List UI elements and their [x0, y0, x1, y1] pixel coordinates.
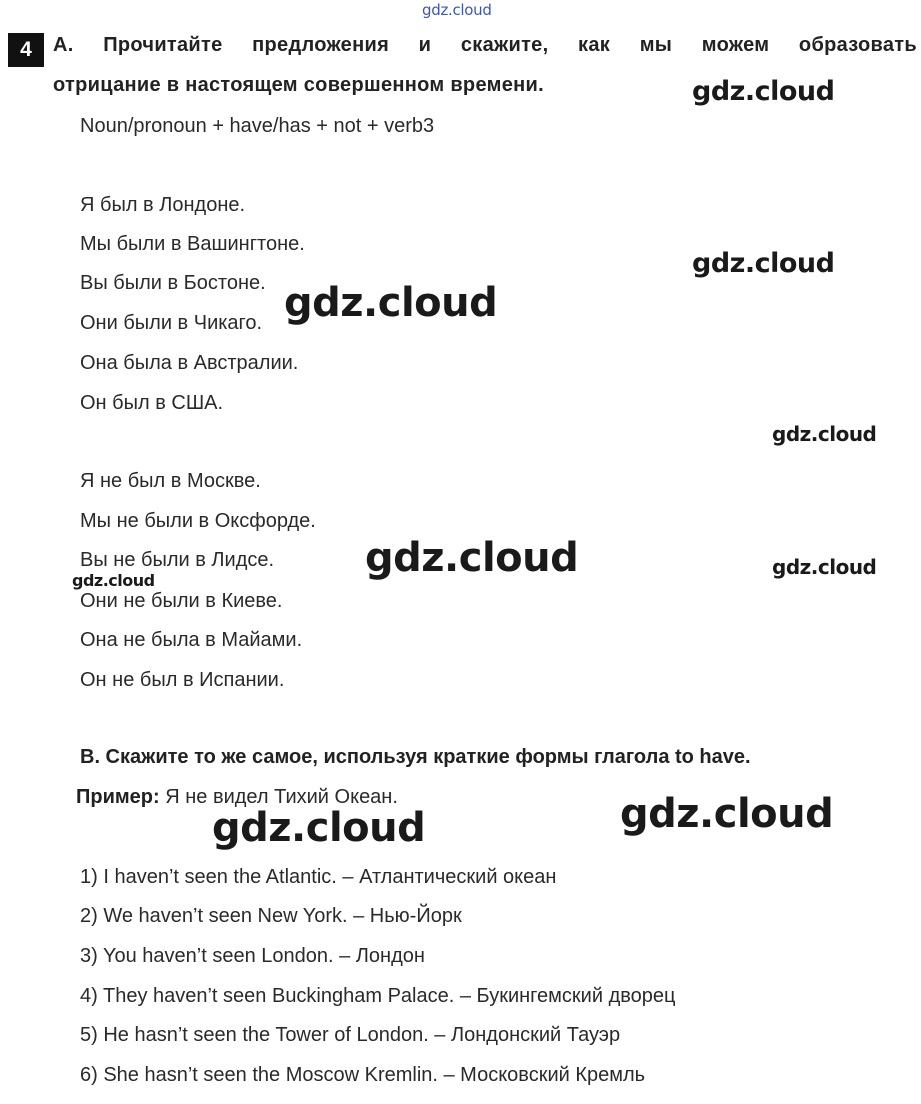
watermark: gdz.cloud [212, 805, 426, 851]
sentence-line: Она была в Австралии. [80, 352, 299, 374]
watermark: gdz.cloud [692, 76, 835, 107]
sentence-line: Мы были в Вашингтоне. [80, 233, 305, 255]
answer-line: 1) I haven’t seen the Atlantic. – Атлантический океан [80, 866, 557, 888]
part-a-heading-line1: A. Прочитайте предложения и скажите, как мы можем образовать [53, 34, 917, 56]
watermark: gdz.cloud [365, 535, 579, 581]
watermark: gdz.cloud [772, 555, 877, 579]
answer-line: 3) You haven’t seen London. – Лондон [80, 945, 425, 967]
answer-line: 6) She hasn’t seen the Moscow Kremlin. – Московский Кремль [80, 1064, 646, 1086]
negative-sentence-line: Она не была в Майами. [80, 629, 303, 651]
sentence-line: Он был в США. [80, 392, 224, 414]
negative-sentence-line: Он не был в Испании. [80, 669, 285, 691]
sentence-line: Вы были в Бостоне. [80, 272, 266, 294]
negative-sentence-line: Я не был в Москве. [80, 470, 261, 492]
part-a-heading-line2: отрицание в настоящем совершенном времени. [53, 74, 544, 96]
answer-line: 4) They haven’t seen Buckingham Palace. – Букингемский дворец [80, 985, 676, 1007]
sentence-line: Они были в Чикаго. [80, 312, 263, 334]
watermark: gdz.cloud [772, 422, 877, 446]
sentence-line: Я был в Лондоне. [80, 194, 246, 216]
task-number-badge: 4 [8, 33, 44, 67]
watermark-top: gdz.cloud [422, 1, 492, 19]
formula-line: Noun/pronoun + have/has + not + verb3 [80, 115, 435, 137]
watermark: gdz.cloud [284, 280, 498, 326]
part-b-heading: B. Скажите то же самое, используя краткие формы глагола to have. [80, 746, 751, 768]
example-text: Я не видел Тихий Океан. [159, 786, 398, 808]
answer-line: 2) We haven’t seen New York. – Нью-Йорк [80, 905, 462, 927]
example-label: Пример: [76, 786, 160, 808]
answer-line: 5) He hasn’t seen the Tower of London. – Лондонский Тауэр [80, 1024, 621, 1046]
watermark: gdz.cloud [72, 571, 155, 590]
watermark: gdz.cloud [692, 248, 835, 279]
negative-sentence-line: Они не были в Киеве. [80, 590, 283, 612]
negative-sentence-line: Мы не были в Оксфорде. [80, 510, 316, 532]
watermark: gdz.cloud [620, 791, 834, 837]
negative-sentence-line: Вы не были в Лидсе. [80, 549, 275, 571]
